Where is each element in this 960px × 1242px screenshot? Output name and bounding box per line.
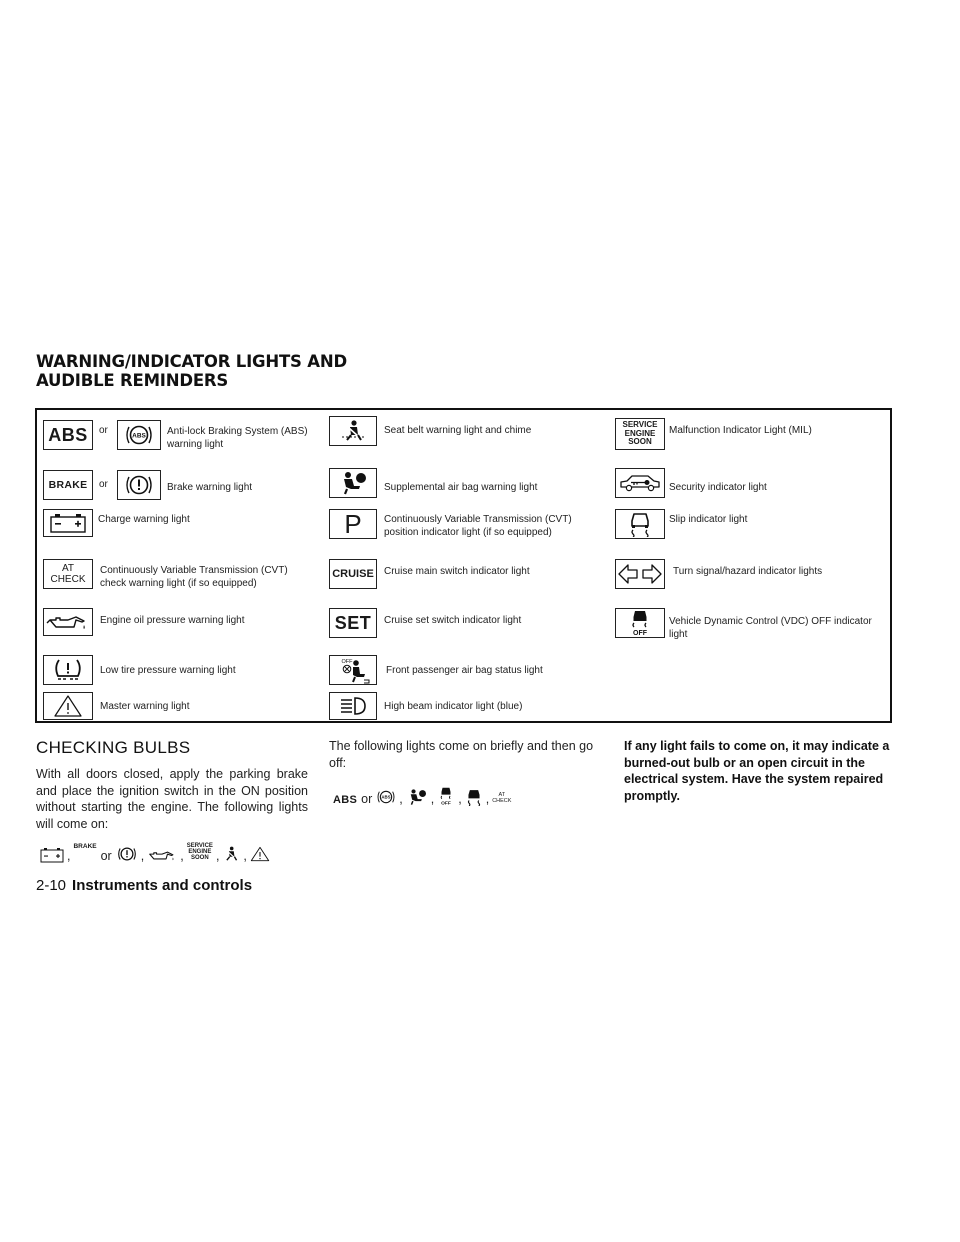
battery-icon xyxy=(40,847,64,863)
section-heading-line1: WARNING/INDICATOR LIGHTS AND xyxy=(36,352,347,371)
oil-can-icon xyxy=(43,608,93,636)
vdc-off-icon xyxy=(615,608,665,638)
slip-label: Slip indicator light xyxy=(669,514,748,525)
security-label: Security indicator light xyxy=(669,482,767,493)
mil-entry xyxy=(611,410,891,460)
seatbelt-icon xyxy=(329,416,377,446)
cvt-check-label-line2: check warning light (if so equipped) xyxy=(100,578,257,589)
high-beam-entry xyxy=(327,692,607,722)
battery-icon xyxy=(43,509,93,537)
briefly-on-icon-list: ABS or ABS , , OFF , , AT CHECK xyxy=(333,786,511,806)
brake-circle-icon xyxy=(117,470,161,500)
checking-bulbs-title: CHECKING BULBS xyxy=(36,738,191,757)
page-number: 2-10 xyxy=(36,877,67,894)
cruise-label: Cruise main switch indicator light xyxy=(384,566,530,577)
service-engine-soon-icon: SERVICE ENGINE SOON xyxy=(615,418,665,450)
abs-circle-icon xyxy=(117,420,161,450)
warning-triangle-icon xyxy=(43,692,93,720)
cruise-text-icon: CRUISE xyxy=(329,559,377,589)
vdc-label-line2: light xyxy=(669,629,688,640)
briefly-on-paragraph: The following lights come on briefly and then go off: xyxy=(329,739,594,770)
abs-label-line2: warning light xyxy=(167,439,224,450)
indicator-lights-table xyxy=(35,408,892,723)
seatbelt-entry xyxy=(327,410,607,460)
at-check-icon: AT CHECK xyxy=(492,792,512,804)
abs-text-icon: ABS xyxy=(43,420,93,450)
cvt-check-entry xyxy=(37,556,327,590)
cvt-position-label-line1: Continuously Variable Transmission (CVT) xyxy=(384,514,572,525)
mil-label: Malfunction Indicator Light (MIL) xyxy=(669,425,812,436)
airbag-icon xyxy=(329,468,377,498)
slip-car-icon xyxy=(465,788,483,806)
brake-text-icon: BRAKE xyxy=(73,843,97,850)
security-car-key-icon xyxy=(615,468,665,498)
oil-label: Engine oil pressure warning light xyxy=(100,615,245,626)
vdc-off-icon xyxy=(437,786,455,806)
cvt-check-label-line1: Continuously Variable Transmission (CVT) xyxy=(100,565,288,576)
footer-section-title: Instruments and controls xyxy=(72,877,253,894)
oil-pressure-entry xyxy=(37,608,327,642)
svg-text:OFF: OFF xyxy=(441,801,452,806)
airbag-entry xyxy=(327,465,607,499)
set-label: Cruise set switch indicator light xyxy=(384,615,522,626)
slip-entry xyxy=(611,506,891,540)
turn-signal-arrows-icon xyxy=(615,559,665,589)
abs-circle-icon xyxy=(376,788,396,806)
vdc-label-line1: Vehicle Dynamic Control (VDC) OFF indicator xyxy=(669,616,872,627)
svg-text:ABS: ABS xyxy=(132,432,146,440)
section-heading xyxy=(36,352,347,390)
brake-circle-icon xyxy=(116,845,138,863)
cruise-main-entry xyxy=(327,556,607,590)
page-footer xyxy=(36,877,252,894)
set-text-icon: SET xyxy=(329,608,377,638)
cruise-set-entry xyxy=(327,608,607,642)
tire-pressure-icon xyxy=(43,655,93,685)
warning-triangle-icon xyxy=(250,845,270,863)
low-tire-entry xyxy=(37,655,327,689)
brake-label: Brake warning light xyxy=(167,482,253,493)
airbag-icon xyxy=(406,788,428,806)
airbag-label: Supplemental air bag warning light xyxy=(384,482,538,493)
service-engine-soon-icon: SERVICE ENGINE SOON xyxy=(186,843,213,861)
svg-text:OFF: OFF xyxy=(633,630,647,637)
oil-can-icon xyxy=(147,848,177,863)
master-label: Master warning light xyxy=(100,701,190,712)
abs-text-icon: ABS xyxy=(333,794,358,806)
passenger-airbag-entry xyxy=(327,655,607,689)
svg-text:OFF: OFF xyxy=(341,659,353,665)
charge-label: Charge warning light xyxy=(98,514,190,525)
svg-text:ABS: ABS xyxy=(381,794,391,800)
bulb-failure-warning: If any light fails to come on, it may indicate a burned-out bulb or an open circuit in the electrical system. Have the system repaired promptly. xyxy=(624,739,890,803)
seatbelt-icon xyxy=(222,845,240,863)
security-entry xyxy=(611,465,891,499)
passenger-airbag-off-icon xyxy=(329,655,377,685)
tire-label: Low tire pressure warning light xyxy=(100,665,236,676)
brake-text-icon: BRAKE xyxy=(43,470,93,500)
high-beam-label: High beam indicator light (blue) xyxy=(384,701,523,712)
turn-signal-entry xyxy=(611,556,891,590)
seatbelt-label: Seat belt warning light and chime xyxy=(384,425,532,436)
high-beam-icon xyxy=(329,692,377,720)
checking-bulbs-paragraph: With all doors closed, apply the parking brake and place the ignition switch in the ON position without starting the engine. The following lights will come on: xyxy=(36,767,308,831)
section-heading-line2: AUDIBLE REMINDERS xyxy=(36,371,229,390)
passenger-airbag-label: Front passenger air bag status light xyxy=(386,665,543,676)
cvt-position-entry xyxy=(327,506,607,546)
vdc-off-entry xyxy=(611,608,891,648)
master-warning-entry xyxy=(37,692,327,722)
charge-warning-entry xyxy=(37,506,327,540)
cvt-position-icon: P xyxy=(329,509,377,539)
slip-car-icon xyxy=(615,509,665,539)
cvt-position-label-line2: position indicator light (if so equipped) xyxy=(384,527,552,538)
abs-label-line1: Anti-lock Braking System (ABS) xyxy=(167,426,308,437)
abs-warning-entry: ABS or ABS Anti-lock Braking System (ABS) warning light xyxy=(37,410,327,460)
lights-on-icon-list: , BRAKE or , , SERVICE ENGINE SOON , , xyxy=(40,843,270,863)
turn-signal-label: Turn signal/hazard indicator lights xyxy=(673,566,823,577)
brake-warning-entry: BRAKE or Brake warning light xyxy=(37,465,327,499)
at-check-icon: AT CHECK xyxy=(43,559,93,589)
